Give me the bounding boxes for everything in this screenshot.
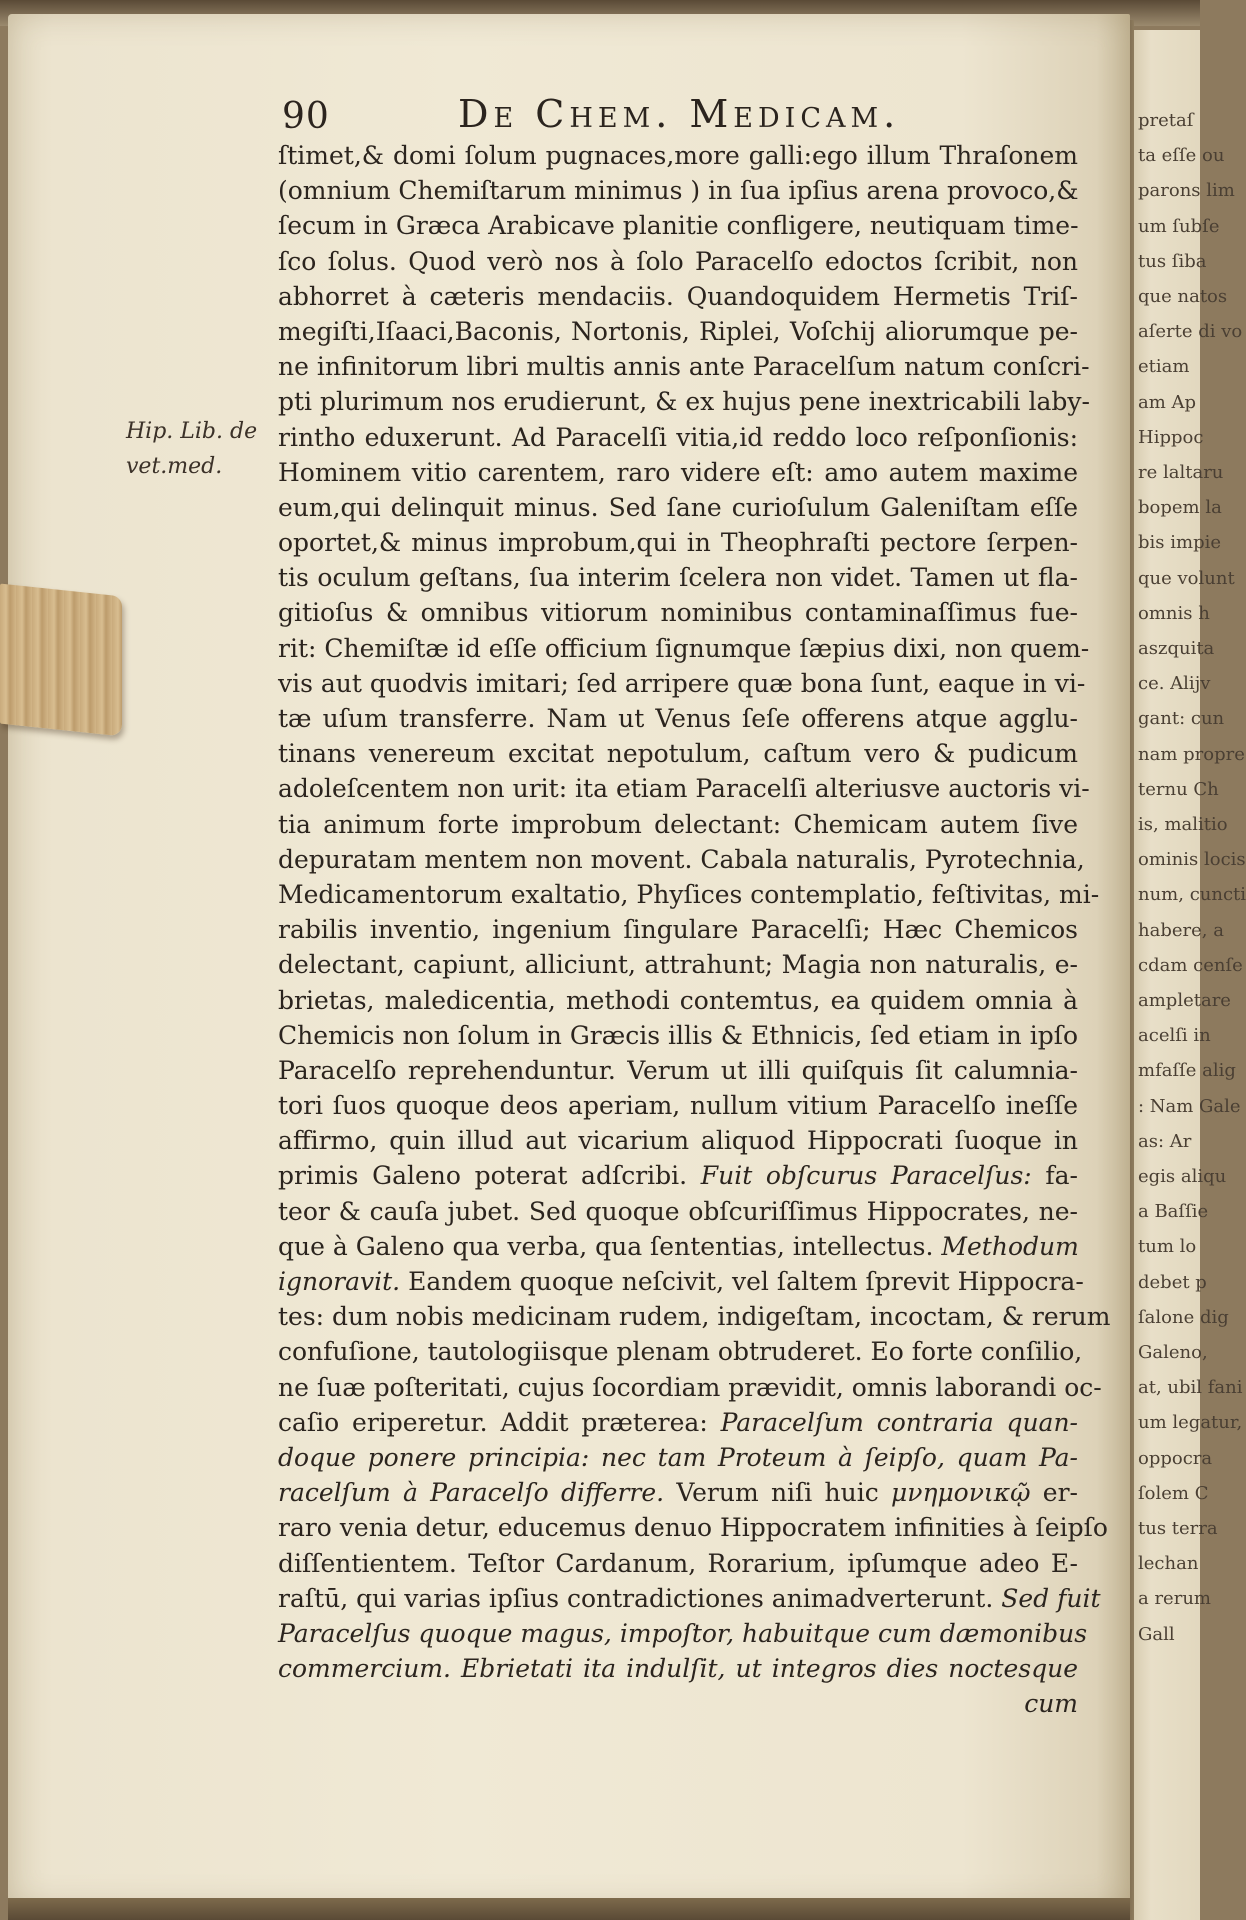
adjacent-page-text: um legatur,: [1138, 1412, 1243, 1434]
text-line: [278, 560, 1078, 595]
adjacent-page-text: am Ap: [1138, 391, 1197, 413]
text-segment: tis oculum geſtans, ſua interim ſcelera non videt. Tamen ut fla-: [278, 563, 1078, 593]
text-segment: rit: Chemiſtæ id eſſe officium ſignumque ſæpius dixi, non quem-: [278, 633, 1090, 663]
text-line: [278, 1686, 1078, 1721]
page-header: [280, 92, 1080, 140]
text-line: [278, 420, 1078, 455]
adjacent-page-text: a Baſſie: [1138, 1201, 1209, 1223]
adjacent-page-text: : Nam Gale: [1138, 1095, 1241, 1117]
adjacent-page-text: as: Ar: [1138, 1130, 1192, 1152]
italic-text: Methodum: [941, 1231, 1079, 1261]
text-segment: Verum niſi huic: [664, 1478, 892, 1508]
text-line: [278, 912, 1078, 947]
text-segment: Chemicis non ſolum in Græcis illis & Ethnicis, ſed etiam in ipſo: [278, 1020, 1078, 1050]
text-line: [278, 631, 1090, 666]
text-line: [278, 807, 1078, 842]
text-line: [278, 1299, 1111, 1334]
adjacent-page-text: mfaſſe alig: [1138, 1060, 1236, 1082]
text-line: [278, 1123, 1078, 1158]
text-segment: rabilis inventio, ingenium ſingulare Paracelſi; Hæc Chemicos: [278, 915, 1078, 945]
adjacent-page-text: tus ſiba: [1138, 250, 1207, 272]
text-line: [278, 1546, 1078, 1581]
text-line: [278, 1651, 1078, 1686]
adjacent-page-text: gant: cun: [1138, 708, 1225, 730]
text-segment: ſtimet,& domi ſolum pugnaces,more galli:ego illum Thraſonem: [278, 141, 1078, 170]
adjacent-page-text: parons lim: [1138, 180, 1235, 202]
running-title: De Chem. Medicam.: [458, 92, 901, 136]
text-line: [278, 314, 1078, 349]
adjacent-page-text: que volunt: [1138, 567, 1235, 589]
text-segment: caſio eriperetur. Addit præterea:: [278, 1407, 721, 1437]
text-line: [278, 1158, 1078, 1193]
text-line: [278, 279, 1078, 314]
text-segment: (omnium Chemiſtarum minimus ) in ſua ipſius arena provoco,&: [278, 176, 1079, 206]
text-segment: tinans venereum excitat nepotulum, caſtum vero & pudicum: [278, 739, 1078, 769]
adjacent-page-text: ominis locis: [1138, 849, 1246, 871]
text-line: [278, 1616, 1088, 1651]
text-line: [278, 208, 1078, 243]
text-segment: abhorret à cæteris mendaciis. Quandoquidem Hermetis Triſ-: [278, 281, 1078, 311]
page-bottom-edge: [8, 1898, 1130, 1920]
adjacent-page-text: aszquita: [1138, 638, 1215, 659]
italic-text: commercium. Ebrietati ita indulſit, ut integros dies noctesque: [278, 1654, 1078, 1684]
text-line: [278, 666, 1086, 701]
adjacent-page-text: debet p: [1138, 1271, 1207, 1293]
text-segment: delectant, capiunt, alliciunt, attrahunt; Magia non naturalis, e-: [278, 950, 1078, 980]
adjacent-page-text: cdam cenſe: [1138, 954, 1243, 976]
text-segment: oportet,& minus improbum,qui in Theophraſti pectore ſerpen-: [278, 528, 1078, 558]
text-line: [278, 595, 1078, 630]
italic-text: Fuit obſcurus Paracelſus:: [700, 1161, 1032, 1191]
page-number: 90: [282, 96, 330, 137]
italic-text: ignoravit.: [278, 1267, 401, 1296]
adjacent-page-text: bopem la: [1138, 497, 1222, 519]
text-line: [278, 947, 1078, 982]
adjacent-page-text: nam propre: [1138, 743, 1245, 765]
text-line: [278, 349, 1090, 384]
text-segment: confuſione, tautologiisque plenam obtruderet. Eo forte conſilio,: [278, 1337, 1083, 1367]
text-segment: ne infinitorum libri multis annis ante Paracelſum natum conſcri-: [278, 352, 1090, 382]
adjacent-page-edge: [1130, 30, 1246, 1920]
text-segment: vis aut quodvis imitari; ſed arripere quæ bona ſunt, eaque in vi-: [278, 668, 1086, 698]
italic-text: μνημονικῷ: [891, 1478, 1031, 1508]
adjacent-page-text: ſolem C: [1138, 1482, 1209, 1504]
adjacent-page-text: ampletare: [1138, 990, 1231, 1011]
text-line: [278, 701, 1078, 736]
text-segment: Eandem quoque neſcivit, vel ſaltem ſprevit Hippocra-: [400, 1267, 1084, 1296]
adjacent-page-text: num, cuncti: [1138, 884, 1246, 906]
text-line: [278, 490, 1078, 525]
adjacent-page-text: omnis h: [1138, 602, 1210, 624]
adjacent-page-text: Galeno,: [1138, 1342, 1208, 1363]
adjacent-page-text: bis impie: [1138, 532, 1221, 554]
adjacent-page-text: habere, a: [1138, 919, 1224, 941]
wooden-bookmark-tab: [0, 584, 122, 737]
adjacent-page-text: lechan: [1138, 1553, 1199, 1575]
text-segment: affirmo, quin illud aut vicarium aliquod Hippocrati ſuoque in: [278, 1126, 1078, 1156]
text-line: [278, 1264, 1084, 1299]
text-line: [278, 1194, 1078, 1229]
adjacent-page-text: at, ubil fani: [1138, 1377, 1243, 1399]
text-segment: diſſentientem. Teſtor Cardanum, Rorarium, ipſumque adeo E-: [278, 1548, 1078, 1578]
adjacent-page-text: egis aliqu: [1138, 1166, 1227, 1187]
adjacent-page-text: Gall: [1138, 1623, 1175, 1645]
body-text: [278, 138, 1111, 1721]
text-line: [278, 384, 1090, 419]
marginal-note-line: vet.med.: [126, 454, 223, 479]
adjacent-page-text: a rerum: [1138, 1588, 1211, 1610]
text-line: [278, 736, 1078, 771]
text-segment: Paracelſo reprehenduntur. Verum ut illi quiſquis ſit calumnia-: [278, 1055, 1078, 1085]
text-segment: primis Galeno poterat adſcribi.: [278, 1161, 701, 1191]
adjacent-page-text: tum lo: [1138, 1236, 1197, 1258]
text-line: [278, 842, 1085, 877]
text-line: [278, 1405, 1078, 1440]
italic-text: Paracelſum contraria quan-: [720, 1407, 1079, 1437]
text-segment: raſtū, qui varias ipſius contradictiones animadverterunt.: [278, 1583, 1002, 1613]
italic-text: racelſum à Paracelſo differre.: [278, 1478, 665, 1508]
italic-text: cum: [1024, 1689, 1078, 1719]
text-line: [278, 525, 1078, 560]
marginal-note-line: Hip. Lib. de: [126, 419, 258, 444]
text-line: [278, 1475, 1078, 1510]
text-line: [278, 877, 1100, 912]
adjacent-page-text: ternu Ch: [1138, 778, 1219, 800]
adjacent-page-text: aſerte di vo: [1138, 321, 1243, 343]
adjacent-page-text: Hippoc: [1138, 426, 1204, 448]
adjacent-page-text: etiam: [1138, 356, 1190, 378]
text-segment: brietas, maledicentia, methodi contemtus, ea quidem omnia à: [278, 985, 1078, 1015]
adjacent-page-text: re laltaru: [1138, 462, 1224, 483]
text-segment: fa-: [1031, 1161, 1078, 1191]
text-segment: depuratam mentem non movent. Cabala naturalis, Pyrotechnia,: [278, 844, 1085, 874]
text-line: [278, 1018, 1078, 1053]
adjacent-page-text: que natos: [1138, 286, 1228, 307]
italic-text: doque ponere principia: nec tam Proteum à ſeipſo, quam Pa-: [278, 1442, 1078, 1472]
text-segment: eum,qui delinquit minus. Sed ſane curioſulum Galeniſtam eſſe: [278, 492, 1078, 522]
text-segment: tori ſuos quoque deos aperiam, nullum vitium Paracelſo ineſſe: [278, 1091, 1078, 1121]
italic-text: Sed fuit: [1001, 1583, 1101, 1613]
text-segment: teor & cauſa jubet. Sed quoque obſcuriſſimus Hippocrates, ne-: [278, 1196, 1078, 1226]
text-segment: ne ſuæ poſteritati, cujus ſocordiam prævidit, omnis laborandi oc-: [278, 1372, 1102, 1402]
text-line: [278, 138, 1078, 173]
text-line: [278, 1440, 1078, 1475]
text-line: [278, 1334, 1083, 1369]
text-line: [278, 983, 1078, 1018]
text-segment: gitioſus & omnibus vitiorum nominibus contaminaſſimus fue-: [278, 598, 1078, 628]
text-line: [278, 1053, 1078, 1088]
text-line: [278, 455, 1078, 490]
text-segment: adoleſcentem non urit: ita etiam Paracelſi alteriusve auctoris vi-: [278, 774, 1090, 804]
text-line: [278, 1370, 1102, 1405]
text-line: [278, 1510, 1108, 1545]
text-line: [278, 1229, 1078, 1264]
text-segment: er-: [1030, 1478, 1078, 1508]
adjacent-page-text: ta eſſe ou: [1138, 145, 1225, 167]
text-segment: Hominem vitio carentem, raro videre eſt: amo autem maxime: [278, 457, 1078, 487]
text-segment: tes: dum nobis medicinam rudem, indigeſtam, incoctam, & rerum: [278, 1302, 1111, 1332]
text-line: [278, 1088, 1078, 1123]
text-segment: ſco ſolus. Quod verò nos à ſolo Paracelſo edoctos ſcribit, non: [278, 246, 1078, 276]
adjacent-page-text: is, malitio: [1138, 814, 1228, 835]
text-line: [278, 771, 1090, 806]
text-segment: tia animum forte improbum delectant: Chemicam autem ſive: [278, 809, 1078, 839]
marginal-note: [126, 414, 266, 484]
text-line: [278, 1581, 1101, 1616]
text-segment: raro venia detur, educemus denuo Hippocratem infinities à ſeipſo: [278, 1513, 1108, 1543]
adjacent-page-text: um ſubſe: [1138, 215, 1220, 237]
text-segment: tæ uſum transferre. Nam ut Venus ſeſe offerens atque agglu-: [278, 704, 1078, 733]
text-segment: Medicamentorum exaltatio, Phyſices contemplatio, feſtivitas, mi-: [278, 879, 1100, 909]
adjacent-page-text: ſalone dig: [1138, 1306, 1229, 1328]
text-segment: ſecum in Græca Arabicave planitie confligere, neutiquam time-: [278, 211, 1079, 241]
adjacent-page-text: ce. Alijv: [1138, 673, 1211, 695]
italic-text: Paracelſus quoque magus, impoſtor, habuitque cum dæmonibus: [278, 1618, 1088, 1648]
adjacent-page-text: tus terra: [1138, 1518, 1218, 1539]
adjacent-page-text: pretaſ: [1138, 110, 1194, 131]
text-line: [278, 173, 1078, 208]
text-line: [278, 244, 1078, 279]
text-segment: megiſti,Iſaaci,Baconis, Nortonis, Riplei, Voſchij aliorumque pe-: [278, 316, 1078, 346]
adjacent-page-text: oppocra: [1138, 1447, 1213, 1469]
text-segment: que à Galeno qua verba, qua ſententias, intellectus.: [278, 1231, 942, 1261]
text-segment: pti plurimum nos erudierunt, & ex hujus pene inextricabili laby-: [278, 387, 1090, 417]
text-segment: rintho eduxerunt. Ad Paracelſi vitia,id reddo loco reſponſionis:: [278, 422, 1078, 452]
adjacent-page-text: acelſi in: [1138, 1025, 1211, 1047]
